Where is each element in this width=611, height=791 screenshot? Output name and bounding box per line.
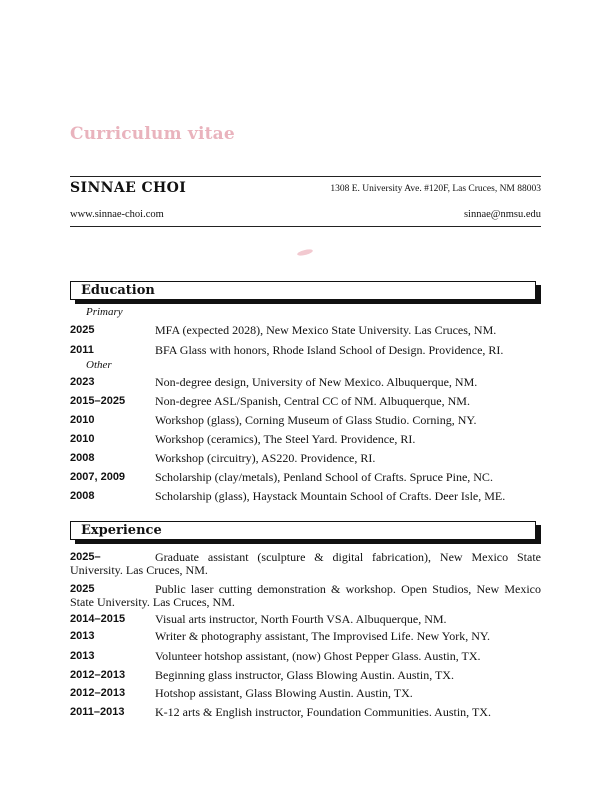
item-text: Workshop (circuitry), AS220. Providence, RI.	[155, 451, 376, 465]
header-top-rule	[70, 176, 541, 177]
item-text: Workshop (ceramics), The Steel Yard. Providence, RI.	[155, 432, 416, 446]
item-year: 2010	[70, 433, 95, 445]
item-year: 2025	[70, 324, 95, 336]
item-year: 2011–2013	[70, 706, 125, 718]
item-text: Volunteer hotshop assistant, (now) Ghost Pepper Glass. Austin, TX.	[155, 649, 481, 663]
list-item	[70, 583, 541, 609]
item-year: 2011	[70, 344, 94, 356]
item-year: 2012–2013	[70, 669, 126, 681]
item-year: 2010	[70, 414, 95, 426]
item-text: Writer & photography assistant, The Improvised Life. New York, NY.	[155, 629, 491, 643]
item-year: 2025–	[70, 551, 101, 563]
item-text: Beginning glass instructor, Glass Blowing Austin. Austin, TX.	[155, 668, 454, 682]
other-label: Other	[86, 359, 112, 371]
item-text: Hotshop assistant, Glass Blowing Austin. Austin, TX.	[155, 686, 413, 700]
item-year: 2015–2025	[70, 395, 126, 407]
website-link[interactable]: www.sinnae-choi.com	[70, 209, 164, 220]
item-text: Graduate assistant (sculpture & digital fabrication), New Mexico State University. Las Cruces, NM.	[70, 550, 541, 577]
item-text: Workshop (glass), Corning Museum of Glass Studio. Corning, NY.	[155, 413, 477, 427]
item-year: 2023	[70, 376, 95, 388]
item-text: BFA Glass with honors, Rhode Island School of Design. Providence, RI.	[155, 343, 504, 357]
item-text: K-12 arts & English instructor, Foundation Communities. Austin, TX.	[155, 705, 491, 719]
item-year: 2025	[70, 583, 95, 595]
email-link[interactable]: sinnae@nmsu.edu	[463, 209, 541, 220]
item-text: Non-degree design, University of New Mexico. Albuquerque, NM.	[155, 375, 478, 389]
item-year: 2013	[70, 630, 95, 642]
item-text: Public laser cutting demonstration & workshop. Open Studios, New Mexico State University. Las Cruces, NM.	[70, 582, 541, 609]
item-text: Scholarship (glass), Haystack Mountain School of Crafts. Deer Isle, ME.	[155, 489, 506, 503]
item-year: 2007, 2009	[70, 471, 126, 483]
header-bottom-rule	[70, 226, 541, 227]
education-heading: Education	[81, 283, 155, 298]
item-year: 2008	[70, 490, 95, 502]
page-title: Curriculum vitae	[70, 124, 235, 144]
item-text: Non-degree ASL/Spanish, Central CC of NM. Albuquerque, NM.	[155, 394, 470, 408]
item-text: Visual arts instructor, North Fourth VSA. Albuquerque, NM.	[155, 612, 447, 626]
primary-label: Primary	[86, 306, 123, 318]
education-section-header	[70, 281, 536, 300]
person-name: SINNAE CHOI	[70, 180, 187, 196]
item-year: 2014–2015	[70, 613, 126, 625]
experience-heading: Experience	[81, 523, 162, 538]
experience-section-header	[70, 521, 536, 540]
item-text: Scholarship (clay/metals), Penland School of Crafts. Spruce Pine, NC.	[155, 470, 493, 484]
item-text: MFA (expected 2028), New Mexico State University. Las Cruces, NM.	[155, 323, 497, 337]
decorative-mark	[297, 248, 314, 257]
item-year: 2008	[70, 452, 95, 464]
address: 1308 E. University Ave. #120F, Las Cruces, NM 88003	[330, 184, 541, 194]
item-year: 2013	[70, 650, 95, 662]
list-item	[70, 551, 541, 577]
item-year: 2012–2013	[70, 687, 126, 699]
